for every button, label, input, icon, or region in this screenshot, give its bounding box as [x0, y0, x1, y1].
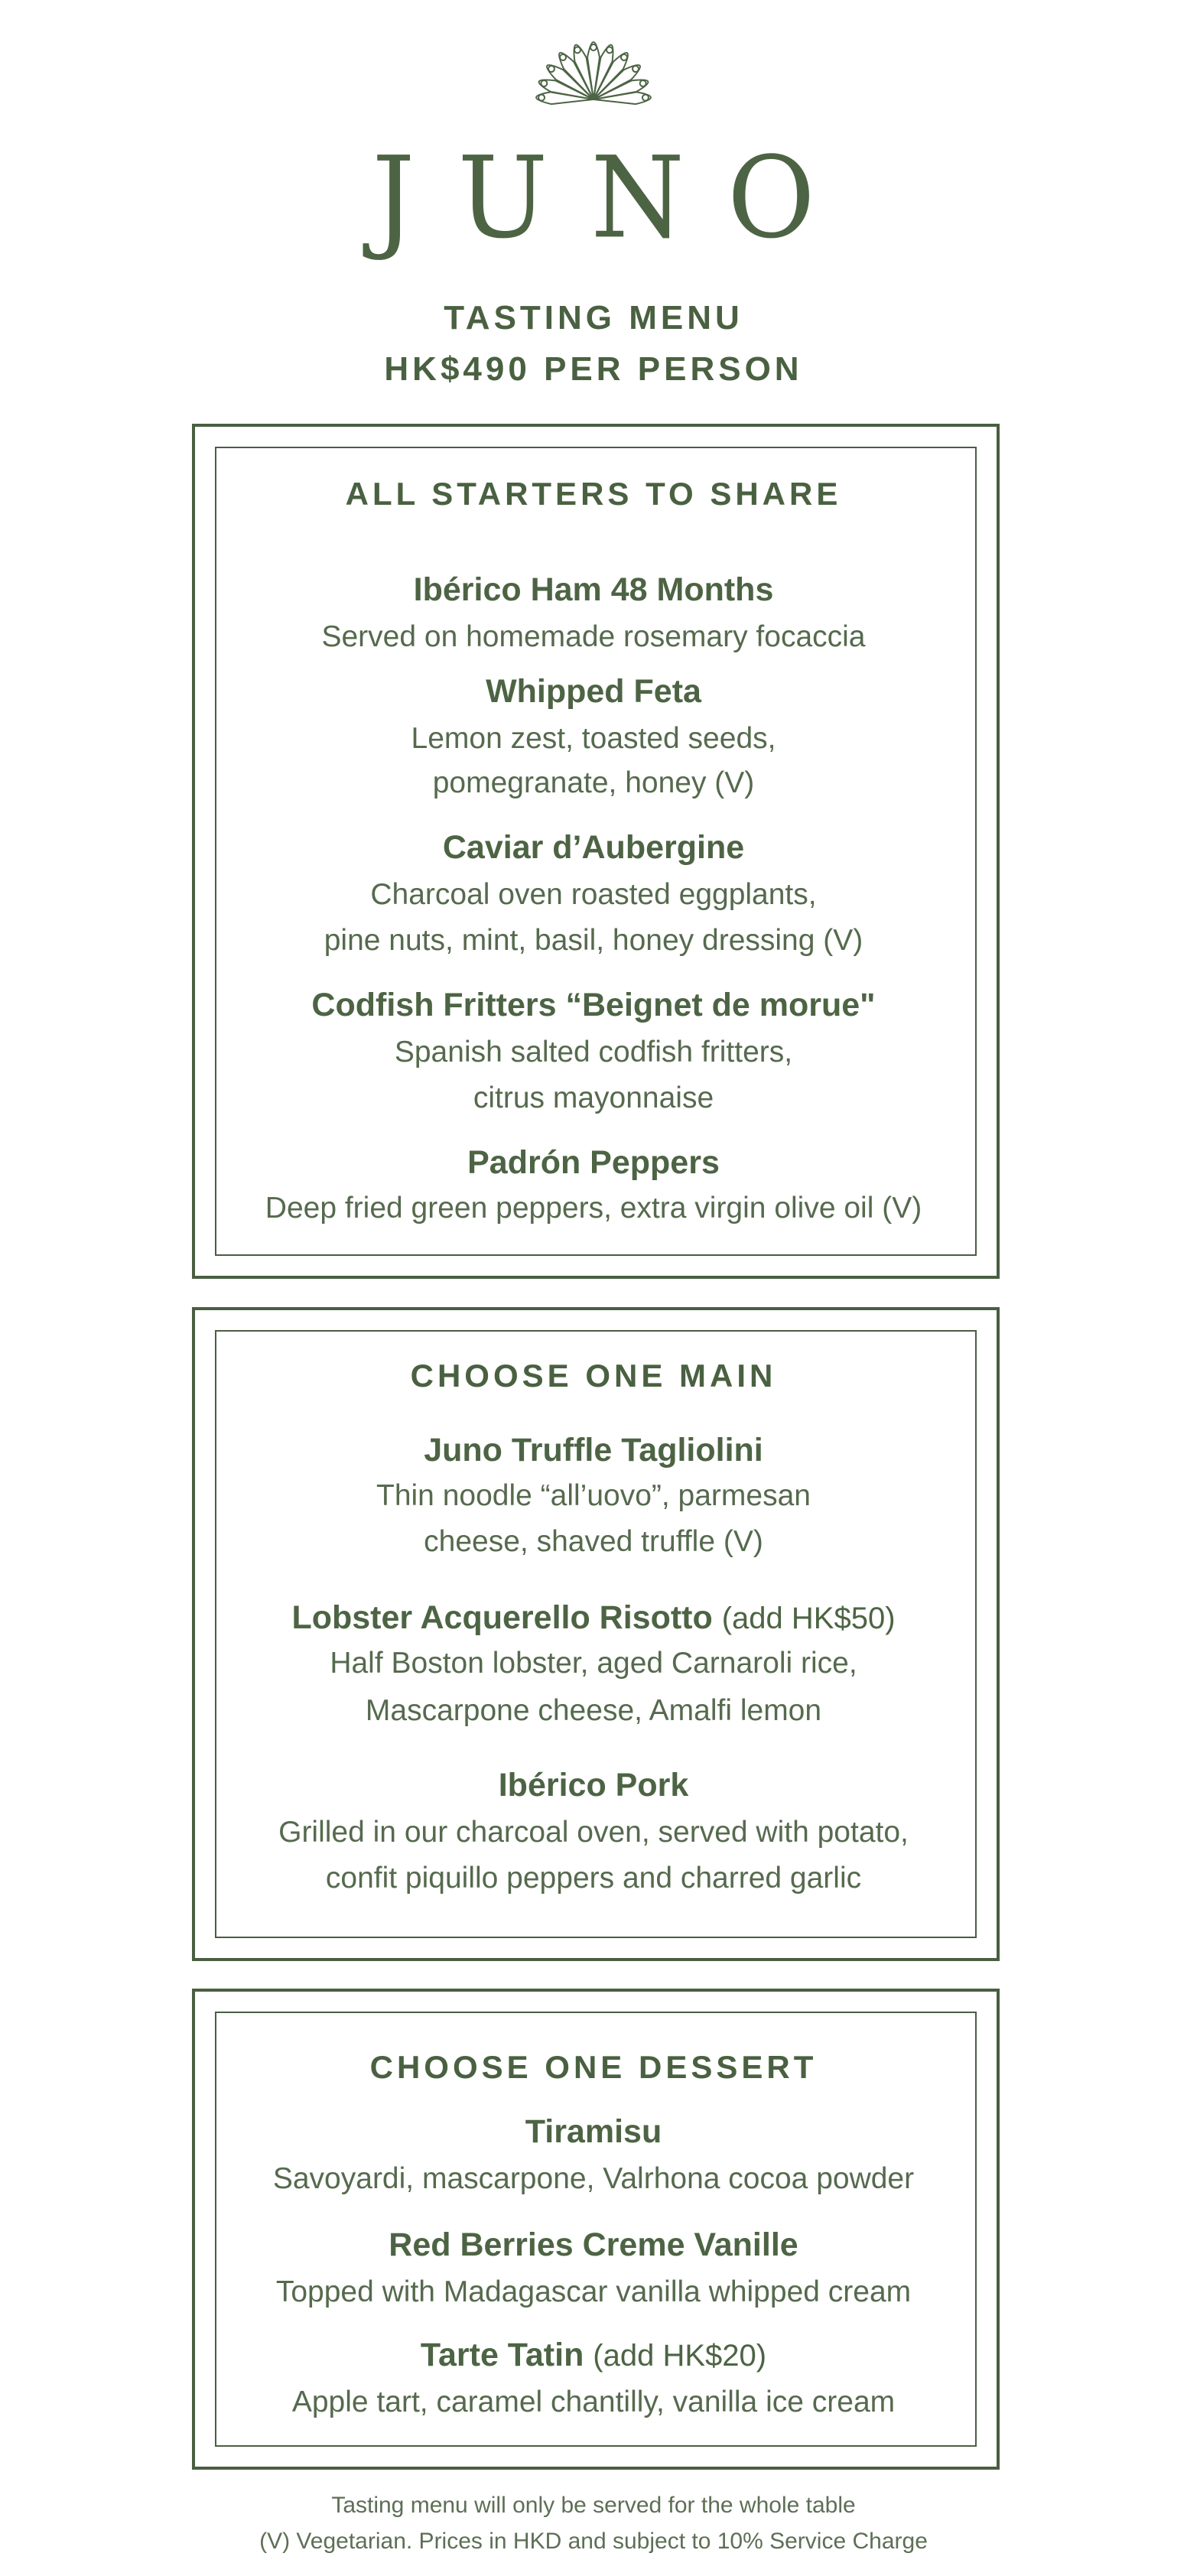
dish-desc: citrus mayonnaise	[473, 1081, 714, 1114]
dish-name: Whipped Feta	[486, 673, 701, 710]
dish-desc: Lemon zest, toasted seeds,	[411, 722, 776, 755]
dish-desc: Grilled in our charcoal oven, served with potato,	[278, 1816, 909, 1849]
dish-name: Padrón Peppers	[467, 1144, 720, 1181]
section-title: CHOOSE ONE DESSERT	[369, 2049, 818, 2085]
section-title: CHOOSE ONE MAIN	[410, 1358, 777, 1394]
dish-desc: Served on homemade rosemary focaccia	[321, 620, 866, 653]
dish-desc: Spanish salted codfish fritters,	[394, 1036, 793, 1068]
dish-desc: Apple tart, caramel chantilly, vanilla ice cream	[291, 2386, 896, 2418]
dish-desc: Mascarpone cheese, Amalfi lemon	[365, 1694, 822, 1727]
peacock-logo-icon	[517, 14, 670, 113]
dish-desc: pomegranate, honey (V)	[432, 766, 755, 799]
dish-desc: Savoyardi, mascarpone, Valrhona cocoa powder	[272, 2162, 915, 2195]
dish-name: Caviar d’Aubergine	[442, 829, 745, 866]
dish-desc: Deep fried green peppers, extra virgin olive oil (V)	[265, 1192, 922, 1225]
dish-addon-price: (add HK$50)	[721, 1602, 896, 1635]
section-title: ALL STARTERS TO SHARE	[345, 476, 842, 512]
dish-desc: pine nuts, mint, basil, honey dressing (V)	[324, 924, 863, 957]
dish-name: Juno Truffle Tagliolini	[424, 1432, 763, 1469]
dish-name: Ibérico Pork	[498, 1767, 689, 1804]
dish-name: Lobster Acquerello Risotto	[291, 1599, 713, 1636]
dish-desc: Charcoal oven roasted eggplants,	[370, 878, 817, 911]
menu-price: HK$490 PER PERSON	[384, 350, 803, 388]
dish-name-line	[0, 2332, 1187, 2378]
dish-desc: Half Boston lobster, aged Carnaroli rice,	[330, 1647, 857, 1680]
dish-name: Tarte Tatin	[420, 2337, 584, 2373]
dish-desc: Topped with Madagascar vanilla whipped cream	[275, 2275, 912, 2308]
menu-title: TASTING MENU	[444, 299, 743, 337]
dish-name: Codfish Fritters “Beignet de morue"	[311, 987, 876, 1023]
dish-name-line	[0, 1595, 1187, 1641]
dish-desc: confit piquillo peppers and charred garlic	[325, 1862, 862, 1895]
footer-note: (V) Vegetarian. Prices in HKD and subject to 10% Service Charge	[259, 2529, 928, 2554]
brand-wordmark: JUNO	[372, 132, 858, 265]
dish-desc: cheese, shaved truffle (V)	[424, 1525, 763, 1558]
dish-desc: Thin noodle “all’uovo”, parmesan	[376, 1479, 811, 1512]
dish-addon-price: (add HK$20)	[593, 2339, 767, 2373]
dish-name: Ibérico Ham 48 Months	[413, 571, 774, 608]
dish-name: Red Berries Creme Vanille	[389, 2226, 798, 2263]
footer-note: Tasting menu will only be served for the whole table	[331, 2493, 856, 2518]
dish-name: Tiramisu	[525, 2113, 662, 2150]
